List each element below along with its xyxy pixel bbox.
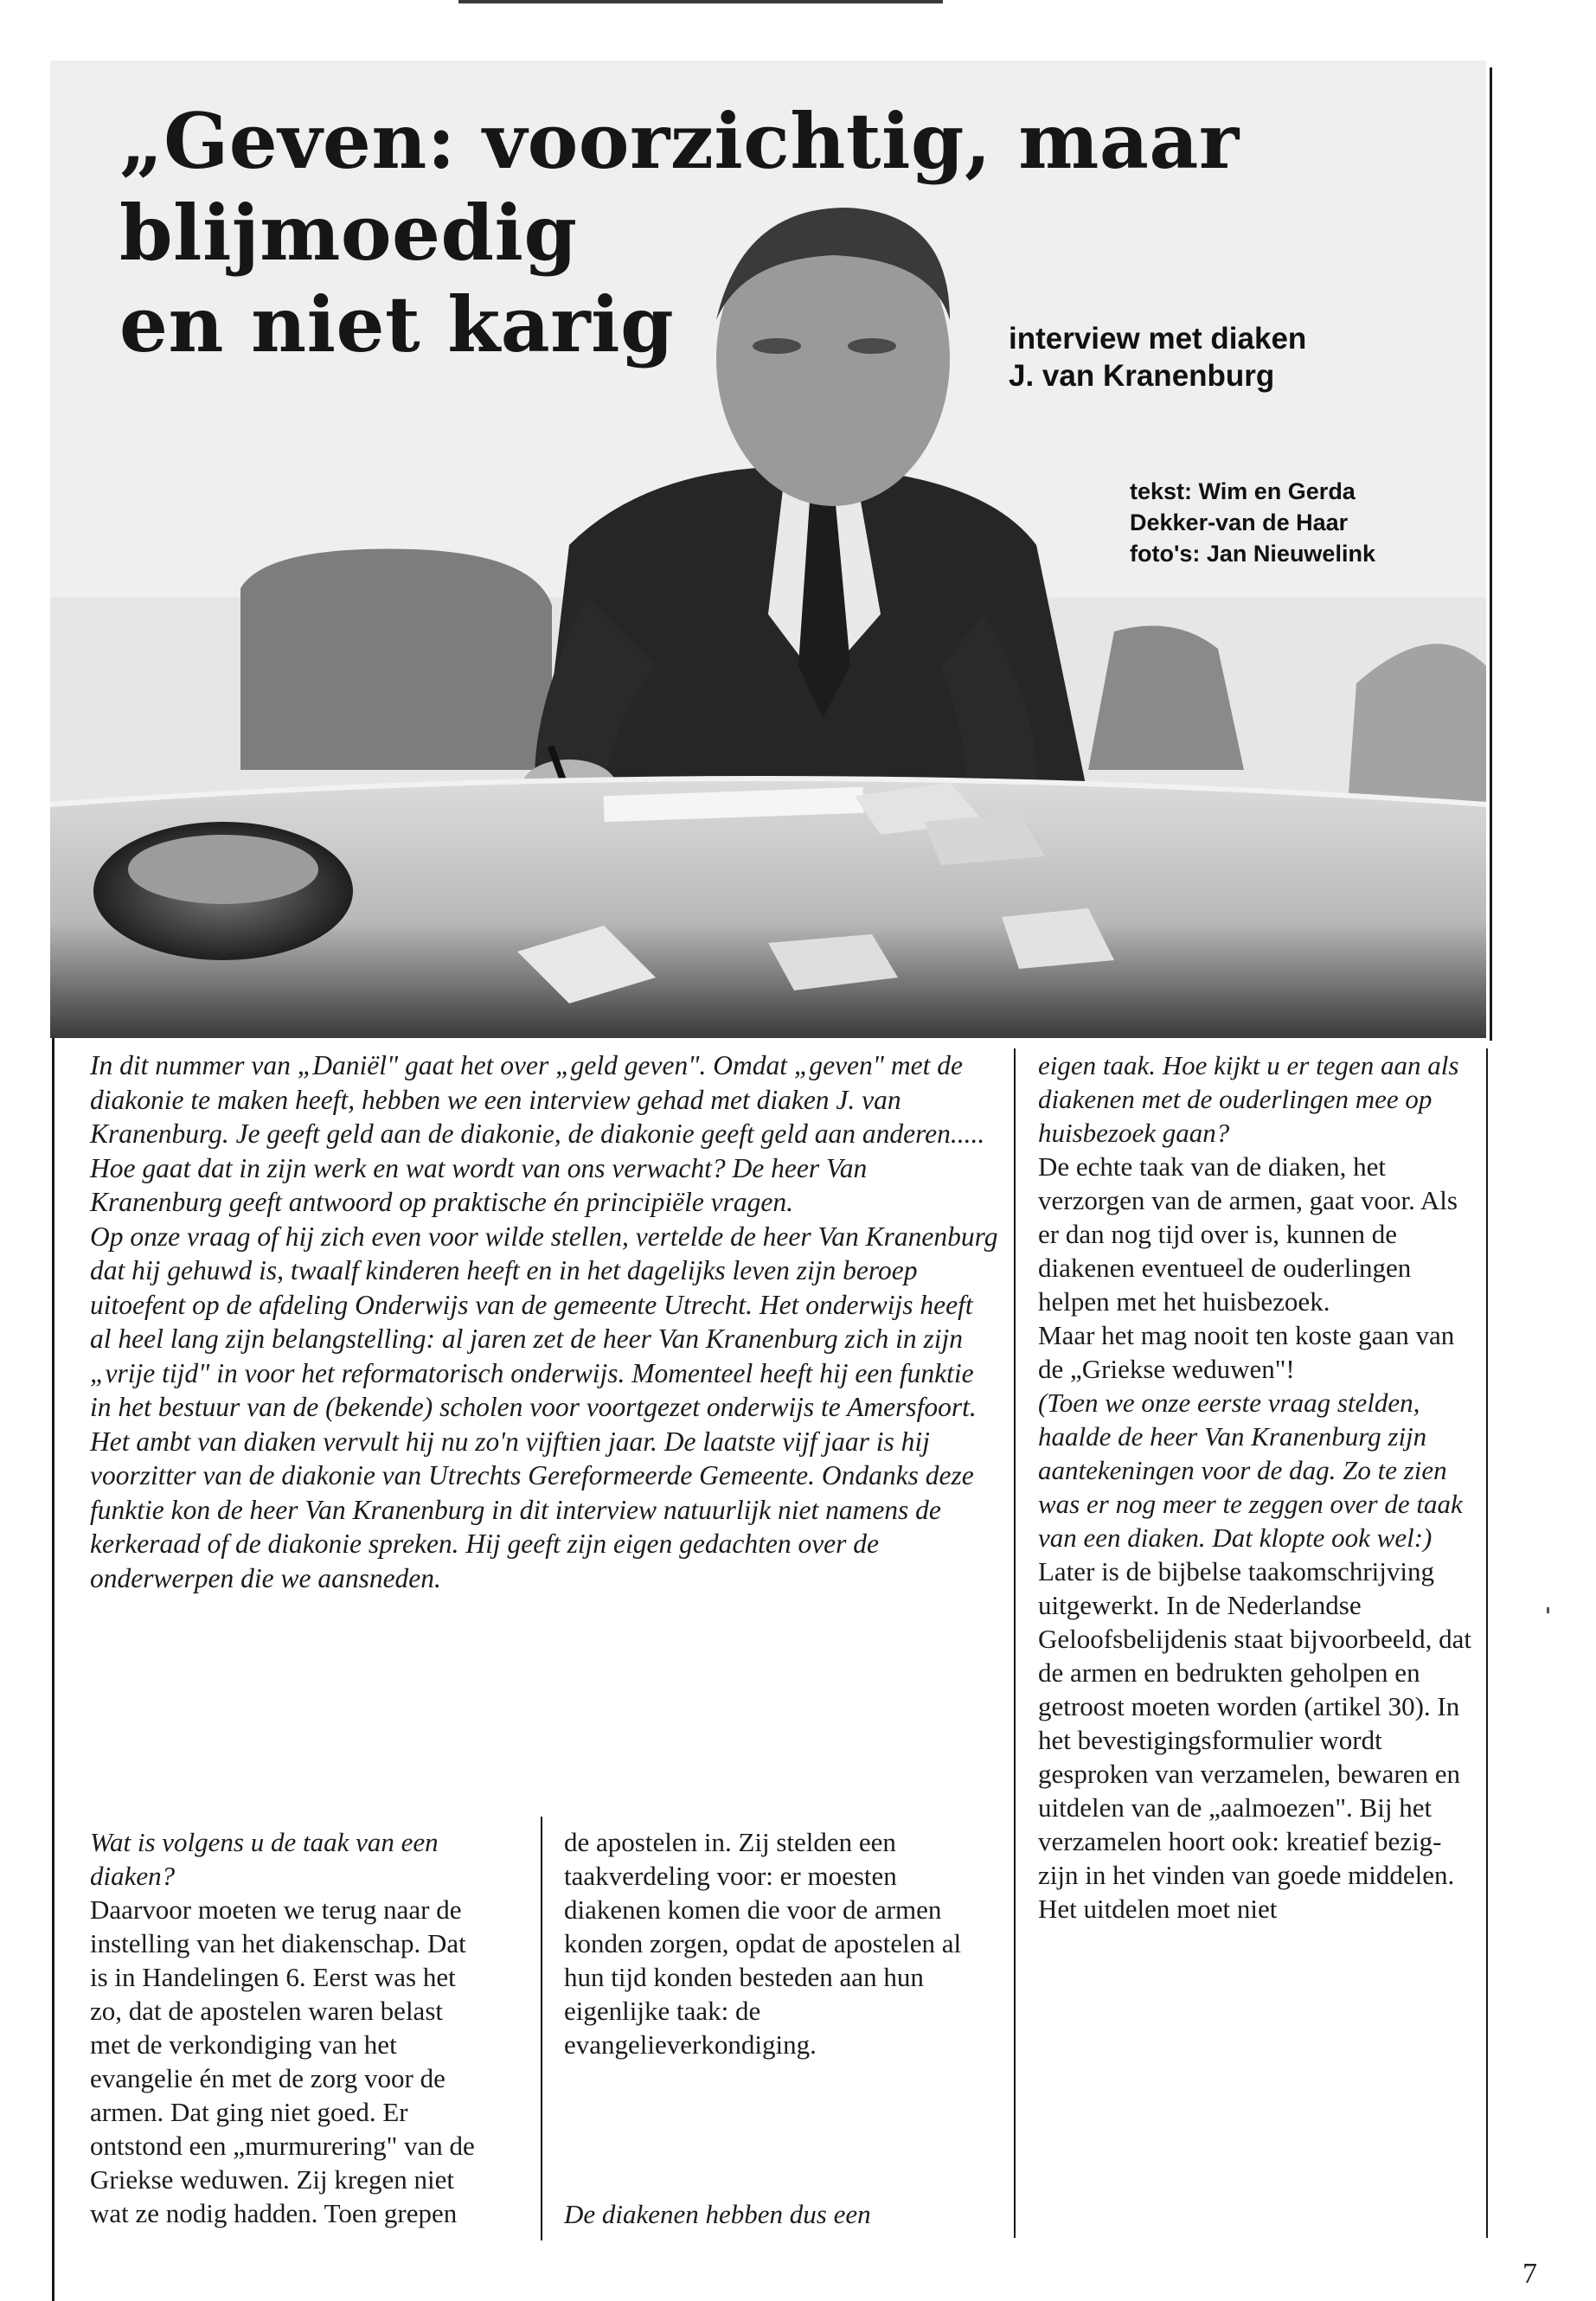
right-edge-rule <box>1490 67 1492 1041</box>
article-subtitle <box>1009 320 1306 394</box>
answer-2c: Later is de bijbelse taakomschrijving uitgewerkt. In de Nederlandse Geloofsbelijdenis staat bijvoorbeeld, dat de armen en bedrukten geholpen en getroost moeten worden (artikel 30). In het bevestigingsformulier wordt gesproken van verzamelen, bewaren en uitdelen van de „aalmoezen". Bij het verzamelen hoort ook: kreatief bezig-zijn in het vinden van goede middelen. Het uitdelen moet niet <box>1038 1556 1472 1924</box>
headline-line-1: „Geven: voorzichtig, maar blijmoedig <box>119 96 1240 278</box>
question-2-start: De diakenen hebben dus een <box>564 2199 871 2229</box>
gutter-rule-3 <box>541 1817 542 2240</box>
intro-paragraph-3: Het ambt van diaken vervult hij nu zo'n vijftien jaar. De laatste vijf jaar is hij voorzitter van de diakonie van Utrechts Gereformeerde Gemeente. Ondanks deze funktie kon de heer Van Kranenburg in dit interview natuurlijk niet namens de kerkeraad of de diakonie spreken. Hij geeft zijn eigen gedachten over de onderwerpen die we aansneden. <box>90 1426 974 1593</box>
answer-1-continued-text: de apostelen in. Zij stelden een taakverdeling voor: er moesten diakenen komen die voor de armen konden zorgen, opdat de apostelen al hun tijd konden besteden aan hun eigenlijke taak: de evangelieverkondiging. <box>564 1827 962 2060</box>
credit-text-line-2: Dekker-van de Haar <box>1130 510 1349 535</box>
intro-paragraph-2: Op onze vraag of hij zich even voor wilde stellen, vertelde de heer Van Kranenburg dat hij gehuwd is, twaalf kinderen heeft en in het dagelijks leven zijn beroep uitoefent op de afdeling Onderwijs van de gemeente Utrecht. Het onderwijs heeft al heel lang zijn belangstelling: al jaren zet de heer Van Kranenburg zich in zijn „vrije tijd" in voor het reformatorisch onderwijs. Momenteel heeft hij een funktie in het bestuur van de (bekende) scholen voor voortgezet onderwijs te Amersfoort. <box>90 1221 998 1422</box>
margin-mark <box>1547 1607 1549 1613</box>
top-rule <box>0 0 1596 10</box>
subtitle-line-1: interview met diaken <box>1009 322 1307 356</box>
gutter-rule-1 <box>1014 1048 1016 2238</box>
answer-1: Daarvoor moeten we terug naar de instelling van het diakenschap. Dat is in Handelingen 6. Eerst was het zo, dat de apostelen waren belast met de verkondiging van het evangelie én met de zorg voor de armen. Dat ging niet goed. Er ontstond een „murmurering" van de Griekse weduwen. Zij kregen niet wat ze nodig hadden. Toen grepen <box>90 1894 475 2228</box>
intro-block <box>90 1048 998 1595</box>
subtitle-line-2: J. van Kranenburg <box>1009 359 1275 393</box>
article-credits <box>1130 476 1375 569</box>
article-photo <box>50 61 1486 1038</box>
answer-1-continued <box>564 1825 962 2163</box>
answer-2a: De echte taak van de diaken, het verzorgen van de armen, gaat voor. Als er dan nog tijd over is, kunnen de diakenen eventueel de ouderlingen helpen met het huisbezoek. <box>1038 1151 1458 1317</box>
credit-text-line-1: tekst: Wim en Gerda <box>1130 478 1356 504</box>
question-2-continued: eigen taak. Hoe kijkt u er tegen aan als diakenen met de ouderlingen mee op huisbezoek gaan? <box>1038 1050 1459 1148</box>
gutter-rule-2 <box>1486 1048 1488 2238</box>
question-1: Wat is volgens u de taak van een diaken? <box>90 1827 439 1891</box>
column-3 <box>1038 1048 1475 1926</box>
interviewer-aside: (Toen we onze eerste vraag stelden, haalde de heer Van Kranenburg zijn aantekeningen voor de dag. Zo te zien was er nog meer te zeggen over de taak van een diaken. Dat klopte ook wel:) <box>1038 1388 1463 1553</box>
column-2 <box>564 1825 962 2231</box>
headline-line-2: en niet karig <box>119 279 675 369</box>
column-1 <box>90 1825 488 2230</box>
answer-2b: Maar het mag nooit ten koste gaan van de „Griekse weduwen"! <box>1038 1320 1455 1384</box>
page-number: 7 <box>1522 2258 1537 2290</box>
credit-photo: foto's: Jan Nieuwelink <box>1130 541 1375 567</box>
intro-paragraph-1: In dit nummer van „Daniël" gaat het over „geld geven". Omdat „geven" met de diakonie te maken heeft, hebben we een interview gehad met diaken J. van Kranenburg. Je geeft geld aan de diakonie, de diakonie geeft geld aan anderen..... Hoe gaat dat in zijn werk en wat wordt van ons verwacht? De heer Van Kranenburg geeft antwoord op praktische én principiële vragen. <box>90 1050 985 1217</box>
